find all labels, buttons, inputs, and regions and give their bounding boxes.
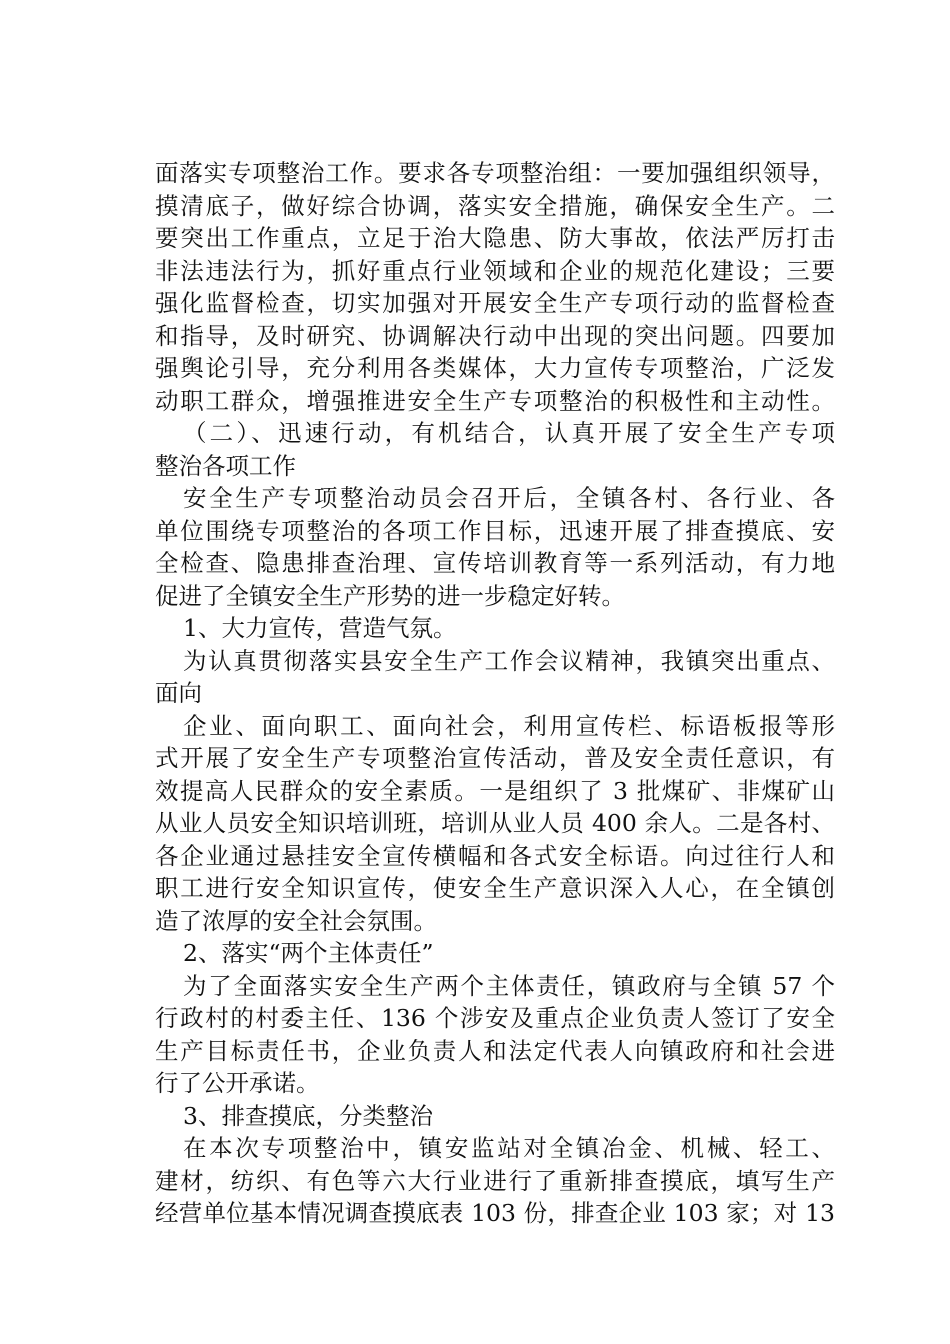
text-line: 强化监督检查，切实加强对开展安全生产专项行动的监督检查	[155, 289, 835, 317]
text-line: 企业、面向职工、面向社会，利用宣传栏、标语板报等形	[183, 711, 835, 740]
text-line: 促进了全镇安全生产形势的进一步稳定好转。	[155, 581, 625, 610]
text-line: 面落实专项整治工作。要求各专项整治组：一要加强组织领导，	[155, 159, 835, 187]
text-line: 造了浓厚的安全社会氛围。	[155, 906, 437, 935]
text-line: 在本次专项整治中，镇安监站对全镇冶金、机械、轻工、	[183, 1134, 835, 1162]
text-line: 式开展了安全生产专项整治宣传活动，普及安全责任意识，有	[155, 744, 835, 772]
text-line: （二）、迅速行动，有机结合，认真开展了安全生产专项	[183, 419, 835, 447]
text-line: 强舆论引导，充分利用各类媒体，大力宣传专项整治，广泛发	[155, 354, 835, 382]
text-line: 职工进行安全知识宣传，使安全生产意识深入人心，在全镇创	[155, 874, 835, 902]
text-line: 安全生产专项整治动员会召开后，全镇各村、各行业、各	[183, 484, 835, 512]
text-line: 为认真贯彻落实县安全生产工作会议精神，我镇突出重点、	[183, 646, 835, 675]
text-line: 行了公开承诺。	[155, 1069, 320, 1097]
text-line: 3、排查摸底，分类整治	[183, 1101, 433, 1130]
text-line: 建材，纺织、有色等六大行业进行了重新排查摸底，填写生产	[155, 1166, 835, 1195]
text-line: 效提高人民群众的安全素质。一是组织了 3 批煤矿、非煤矿山	[155, 776, 835, 805]
text-line: 经营单位基本情况调查摸底表 103 份，排查企业 103 家；对 13	[155, 1199, 835, 1227]
text-line: 单位围绕专项整治的各项工作目标，迅速开展了排查摸底、安	[155, 516, 835, 545]
text-line: 摸清底子，做好综合协调，落实安全措施，确保安全生产。二	[155, 191, 835, 220]
text-line: 全检查、隐患排查治理、宣传培训教育等一系列活动，有力地	[155, 549, 835, 577]
text-line: 各企业通过悬挂安全宣传横幅和各式安全标语。向过往行人和	[155, 841, 835, 870]
text-line: 从业人员安全知识培训班，培训从业人员 400 余人。二是各村、	[155, 809, 835, 837]
document-body	[155, 157, 835, 1230]
text-line: 2、落实“两个主体责任”	[183, 939, 434, 967]
text-line: 为了全面落实安全生产两个主体责任，镇政府与全镇 57 个	[183, 971, 835, 1000]
text-line: 1、大力宣传，营造气氛。	[183, 614, 457, 642]
text-line: 和指导，及时研究、协调解决行动中出现的突出问题。四要加	[155, 321, 835, 350]
text-line: 面向	[155, 679, 202, 707]
text-line: 要突出工作重点，立足于治大隐患、防大事故，依法严厉打击	[155, 224, 835, 252]
text-line: 非法违法行为，抓好重点行业领域和企业的规范化建设；三要	[155, 256, 835, 285]
text-line: 行政村的村委主任、136 个涉安及重点企业负责人签订了安全	[155, 1004, 835, 1032]
text-line: 动职工群众，增强推进安全生产专项整治的积极性和主动性。	[155, 386, 835, 415]
text-line: 生产目标责任书，企业负责人和法定代表人向镇政府和社会进	[155, 1036, 835, 1065]
text-line: 整治各项工作	[155, 451, 296, 480]
